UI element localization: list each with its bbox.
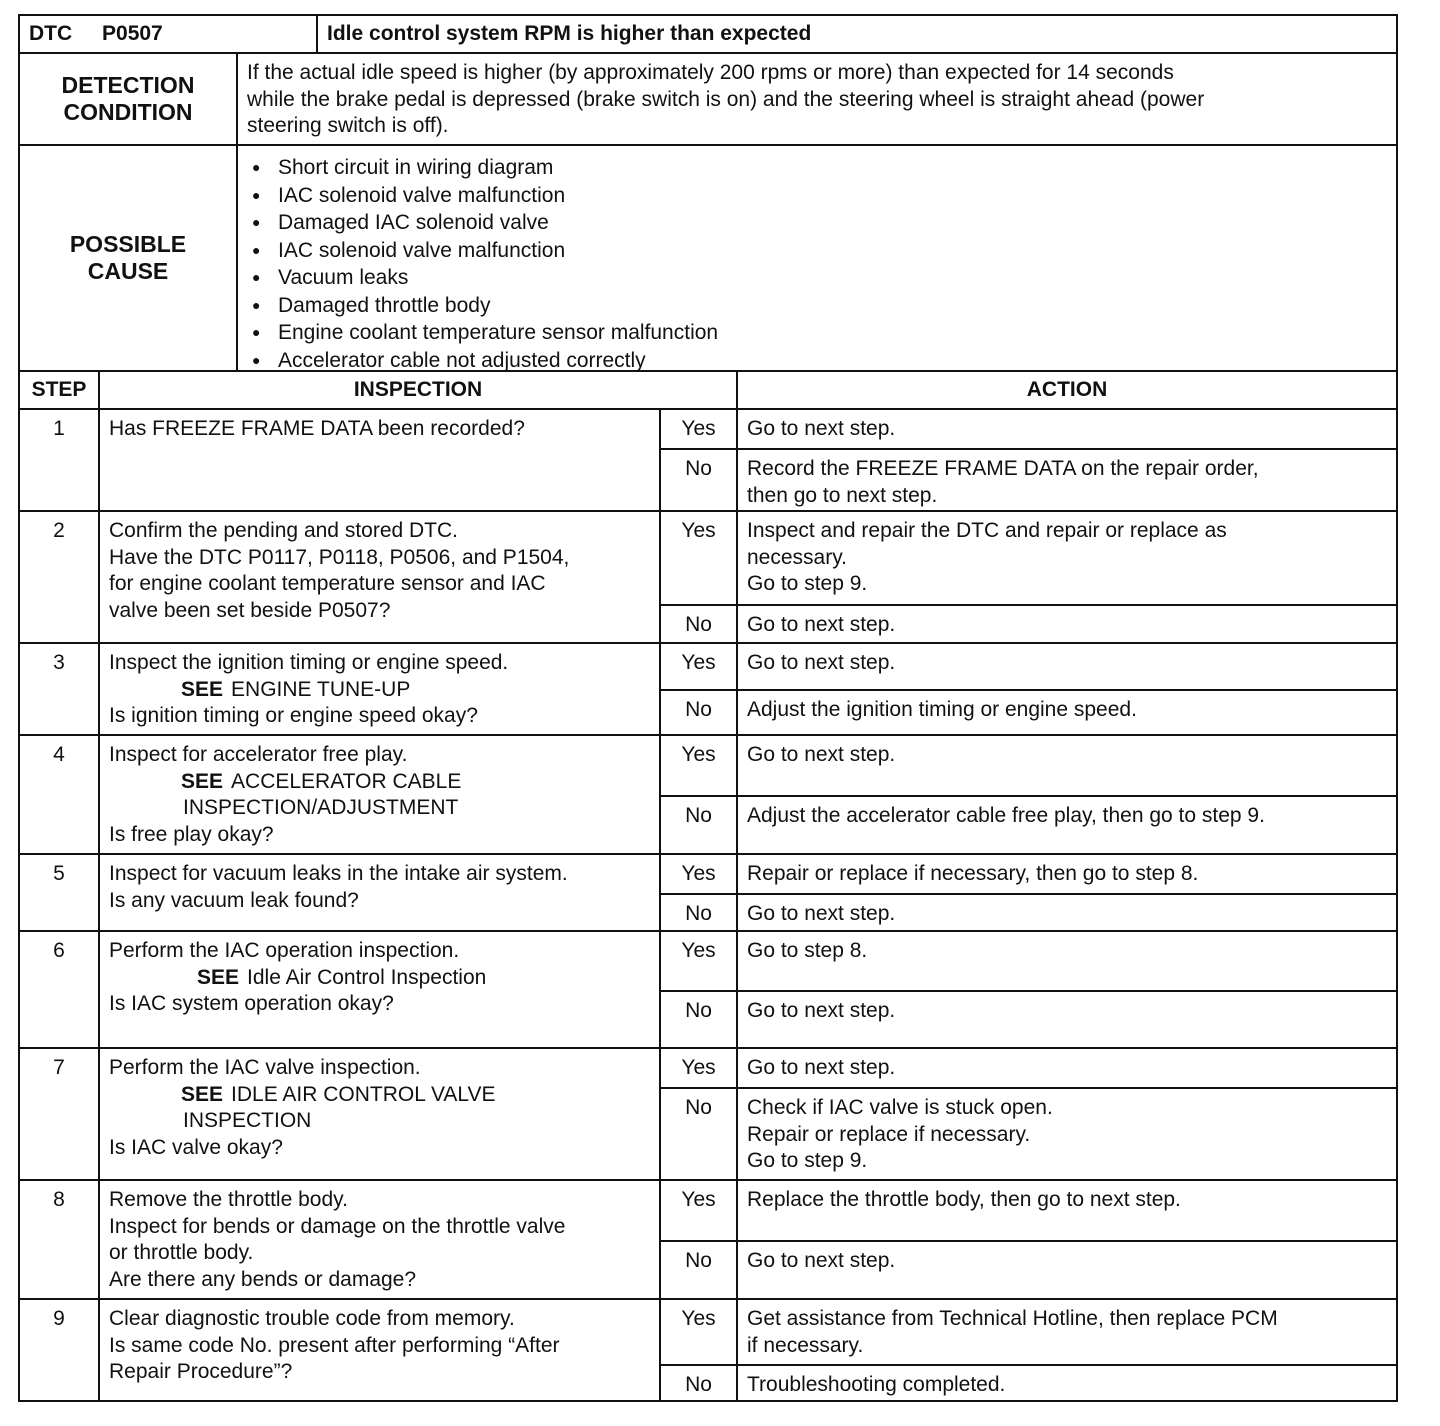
action-line: Go to step 8.: [747, 939, 868, 962]
no-label: No: [685, 804, 712, 827]
inspection-cell: [98, 734, 661, 855]
inspection-line: Inspect for vacuum leaks in the intake air system.: [109, 862, 568, 885]
detection-label-line1: DETECTION: [61, 72, 195, 98]
bullet-icon: ●: [252, 269, 261, 285]
inspection-cell: [98, 1047, 661, 1181]
yes-action-cell: [736, 408, 1398, 450]
action-line: if necessary.: [747, 1333, 864, 1357]
yes-action-cell: [736, 853, 1398, 895]
see-reference-text: ENGINE TUNE-UP: [231, 677, 411, 701]
step-number: 2: [53, 519, 65, 542]
inspection-line: Inspect for accelerator free play.: [109, 743, 408, 766]
no-label: No: [685, 613, 712, 636]
inspection-cell: [98, 510, 661, 644]
possible-cause-label-line1: POSSIBLE: [69, 231, 187, 257]
no-label-cell: [659, 1087, 738, 1181]
action-line: Go to next step.: [747, 1249, 896, 1272]
step-number-cell: [18, 1047, 100, 1181]
yes-label: Yes: [681, 862, 716, 885]
step-number-cell: [18, 408, 100, 512]
step-number-cell: [18, 734, 100, 855]
cause-item: ● IAC solenoid valve malfunction: [248, 182, 1387, 210]
dtc-title-cell: [316, 14, 1398, 54]
bullet-icon: ●: [252, 324, 261, 340]
possible-cause-list-cell: [236, 144, 1398, 372]
dtc-code: P0507: [102, 22, 163, 45]
inspection-line: Is any vacuum leak found?: [109, 888, 359, 912]
inspection-line: valve been set beside P0507?: [109, 598, 391, 622]
yes-action-cell: [736, 930, 1398, 992]
see-reference-text: Idle Air Control Inspection: [247, 965, 487, 989]
yes-action-cell: [736, 1179, 1398, 1242]
detection-text-cell: [236, 52, 1398, 146]
see-reference: [109, 965, 650, 992]
step-number-cell: [18, 1298, 100, 1402]
cause-item: ● IAC solenoid valve malfunction: [248, 237, 1387, 265]
step-number: 1: [53, 417, 65, 440]
no-label: No: [685, 698, 712, 721]
step-number: 8: [53, 1188, 65, 1211]
no-label: No: [685, 999, 712, 1022]
inspection-line: Is free play okay?: [109, 822, 274, 846]
no-label: No: [685, 457, 712, 480]
inspection-line: Remove the throttle body.: [109, 1188, 348, 1211]
action-line: Go to next step.: [747, 651, 896, 674]
inspection-line: Is IAC valve okay?: [109, 1135, 283, 1159]
detection-text-line: steering switch is off).: [247, 114, 449, 137]
yes-label: Yes: [681, 1056, 716, 1079]
no-action-cell: [736, 990, 1398, 1049]
inspection-line: Confirm the pending and stored DTC.: [109, 519, 459, 542]
see-label: SEE: [181, 677, 224, 701]
no-action-cell: [736, 604, 1398, 644]
yes-label-cell: [659, 930, 738, 992]
action-line: Replace the throttle body, then go to next step.: [747, 1188, 1181, 1211]
step-number: 6: [53, 939, 65, 962]
yes-label-cell: [659, 1179, 738, 1242]
no-action-cell: [736, 448, 1398, 512]
yes-label: Yes: [681, 519, 716, 542]
action-line: Go to next step.: [747, 613, 896, 636]
inspection-line: for engine coolant temperature sensor and IAC: [109, 572, 546, 595]
yes-action-cell: [736, 642, 1398, 691]
yes-label-cell: [659, 642, 738, 691]
step-number: 7: [53, 1056, 65, 1079]
yes-label: Yes: [681, 743, 716, 766]
see-reference: [109, 1108, 650, 1135]
action-line: Inspect and repair the DTC and repair or replace as: [747, 519, 1227, 542]
yes-action-cell: [736, 510, 1398, 606]
bullet-icon: ●: [252, 351, 261, 368]
see-reference: [109, 1082, 650, 1109]
inspection-cell: [98, 1298, 661, 1402]
dtc-label: DTC: [29, 22, 73, 45]
step-number-cell: [18, 1179, 100, 1300]
yes-label-cell: [659, 510, 738, 606]
yes-label-cell: [659, 1298, 738, 1366]
column-header-step: STEP: [18, 370, 100, 410]
action-line: Go to next step.: [747, 1056, 896, 1079]
see-reference-text: INSPECTION: [183, 1109, 312, 1132]
see-label: SEE: [181, 769, 224, 793]
action-line: Go to step 9.: [747, 572, 868, 595]
yes-label-cell: [659, 853, 738, 895]
no-action-cell: [736, 1087, 1398, 1181]
no-label-cell: [659, 448, 738, 512]
no-label-cell: [659, 893, 738, 932]
see-reference: [109, 677, 650, 704]
action-line: Go to next step.: [747, 417, 896, 440]
inspection-line: or throttle body.: [109, 1241, 254, 1264]
inspection-line: Is IAC system operation okay?: [109, 992, 394, 1015]
action-line: Adjust the accelerator cable free play, then go to step 9.: [747, 804, 1265, 827]
see-reference-text: ACCELERATOR CABLE: [231, 769, 462, 793]
yes-label-cell: [659, 408, 738, 450]
see-reference: [109, 769, 650, 796]
inspection-cell: [98, 1179, 661, 1300]
inspection-line: Perform the IAC operation inspection.: [109, 939, 460, 962]
inspection-line: Are there any bends or damage?: [109, 1267, 417, 1291]
cause-item: ● Short circuit in wiring diagram: [248, 154, 1387, 182]
yes-label: Yes: [681, 939, 716, 962]
inspection-line: Repair Procedure”?: [109, 1360, 293, 1383]
inspection-line: Inspect the ignition timing or engine speed.: [109, 651, 509, 674]
no-label: No: [685, 1249, 712, 1272]
no-action-cell: [736, 1364, 1398, 1402]
detection-label-line2: CONDITION: [63, 99, 193, 125]
possible-cause-list: [248, 154, 1387, 372]
step-number-cell: [18, 930, 100, 1049]
step-number-cell: [18, 642, 100, 736]
action-line: Go to next step.: [747, 902, 896, 925]
no-label-cell: [659, 1240, 738, 1300]
action-line: Go to step 9.: [747, 1149, 868, 1172]
action-line: Repair or replace if necessary, then go to step 8.: [747, 862, 1199, 885]
no-action-cell: [736, 689, 1398, 736]
action-line: Get assistance from Technical Hotline, then replace PCM: [747, 1307, 1278, 1330]
column-header-inspection: INSPECTION: [98, 370, 738, 410]
inspection-line: Have the DTC P0117, P0118, P0506, and P1504,: [109, 545, 570, 569]
dtc-code-cell: [18, 14, 318, 54]
step-number: 9: [53, 1307, 65, 1330]
no-label-cell: [659, 604, 738, 644]
see-label: SEE: [197, 965, 240, 989]
yes-action-cell: [736, 1047, 1398, 1089]
inspection-line: Is ignition timing or engine speed okay?: [109, 704, 478, 727]
dtc-title: Idle control system RPM is higher than expected: [327, 22, 812, 45]
detection-text-line: If the actual idle speed is higher (by approximately 200 rpms or more) than expected for 14 seconds: [247, 61, 1174, 84]
inspection-line: Perform the IAC valve inspection.: [109, 1056, 421, 1079]
cause-item: ● Engine coolant temperature sensor malfunction: [248, 319, 1387, 347]
no-label: No: [685, 1096, 712, 1119]
bullet-icon: ●: [252, 241, 261, 258]
action-line: Adjust the ignition timing or engine speed.: [747, 698, 1137, 721]
possible-cause-label-line2: CAUSE: [87, 258, 169, 284]
action-line: Troubleshooting completed.: [747, 1373, 1006, 1396]
bullet-icon: ●: [252, 214, 261, 230]
possible-cause-label-cell: [18, 144, 238, 372]
no-action-cell: [736, 795, 1398, 855]
action-line: Go to next step.: [747, 743, 896, 766]
yes-label: Yes: [681, 651, 716, 674]
inspection-line: Inspect for bends or damage on the throttle valve: [109, 1214, 566, 1238]
inspection-cell: [98, 408, 661, 512]
column-header-action: ACTION: [736, 370, 1398, 410]
action-line: Go to next step.: [747, 999, 896, 1022]
no-label: No: [685, 902, 712, 925]
no-label-cell: [659, 689, 738, 736]
no-label-cell: [659, 1364, 738, 1402]
cause-item: ● Vacuum leaks: [248, 264, 1387, 292]
step-number-cell: [18, 853, 100, 932]
bullet-icon: ●: [252, 186, 261, 203]
yes-action-cell: [736, 734, 1398, 797]
no-label-cell: [659, 795, 738, 855]
action-line: Check if IAC valve is stuck open.: [747, 1096, 1053, 1119]
action-line: Repair or replace if necessary.: [747, 1122, 1031, 1146]
see-reference-text: INSPECTION/ADJUSTMENT: [183, 796, 459, 819]
see-reference: [109, 795, 650, 822]
yes-label: Yes: [681, 417, 716, 440]
step-number-cell: [18, 510, 100, 644]
action-line: Record the FREEZE FRAME DATA on the repair order,: [747, 457, 1259, 480]
inspection-line: Clear diagnostic trouble code from memory.: [109, 1307, 515, 1330]
inspection-line: Has FREEZE FRAME DATA been recorded?: [109, 417, 525, 440]
no-action-cell: [736, 1240, 1398, 1300]
bullet-icon: ●: [252, 296, 261, 313]
no-label-cell: [659, 990, 738, 1049]
inspection-cell: [98, 642, 661, 736]
no-label: No: [685, 1373, 712, 1396]
action-line: necessary.: [747, 545, 847, 569]
inspection-cell: [98, 930, 661, 1049]
cause-item: ● Damaged throttle body: [248, 292, 1387, 320]
no-action-cell: [736, 893, 1398, 932]
yes-label: Yes: [681, 1188, 716, 1211]
inspection-line: Is same code No. present after performing “After: [109, 1333, 560, 1357]
inspection-cell: [98, 853, 661, 932]
step-number: 3: [53, 651, 65, 674]
step-number: 5: [53, 862, 65, 885]
yes-label: Yes: [681, 1307, 716, 1330]
see-reference-text: IDLE AIR CONTROL VALVE: [231, 1082, 496, 1106]
detection-label-cell: [18, 52, 238, 146]
action-line: then go to next step.: [747, 483, 938, 507]
detection-text-line: while the brake pedal is depressed (brake switch is on) and the steering wheel is straight ahead (power: [247, 87, 1205, 111]
step-number: 4: [53, 743, 65, 766]
cause-item: ● Damaged IAC solenoid valve: [248, 209, 1387, 237]
yes-label-cell: [659, 1047, 738, 1089]
yes-action-cell: [736, 1298, 1398, 1366]
cause-item: ● Accelerator cable not adjusted correctly: [248, 347, 1387, 373]
yes-label-cell: [659, 734, 738, 797]
bullet-icon: ●: [252, 159, 261, 175]
see-label: SEE: [181, 1082, 224, 1106]
